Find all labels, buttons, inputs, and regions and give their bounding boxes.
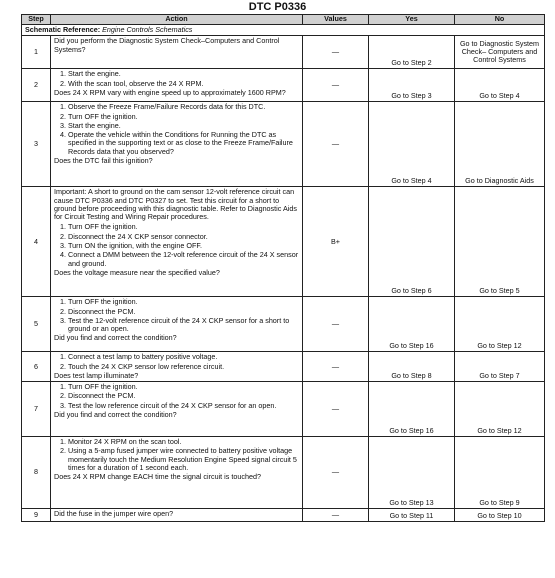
no-action-link[interactable]: Go to Diagnostic System Check– Computers and Control Systems bbox=[455, 36, 545, 69]
action-question: Does the voltage measure near the specified value? bbox=[54, 267, 220, 277]
action-steps bbox=[54, 70, 299, 88]
step-number: 6 bbox=[22, 352, 51, 382]
action-step-item: 3. Test the low reference circuit of the 24 X CKP sensor for an open. bbox=[68, 402, 299, 410]
action-step-item: 3. Start the engine. bbox=[68, 122, 299, 130]
table-row bbox=[22, 297, 545, 352]
table-row bbox=[22, 509, 545, 522]
action-question: Does test lamp illuminate? bbox=[54, 370, 139, 380]
no-action-link[interactable]: Go to Step 12 bbox=[455, 382, 545, 437]
header-step: Step bbox=[22, 15, 51, 25]
action-intro: Important: A short to ground on the cam sensor 12-volt reference circuit can cause DTC P0336 and DTC P0327 to set. Test this circuit for a short to ground before proceeding with this diagnostic table. Refer to Diagnostic Aids for Circuit Testing and Wiring Repair procedures. bbox=[54, 187, 297, 222]
step-number: 3 bbox=[22, 102, 51, 187]
values-cell: — bbox=[303, 509, 369, 522]
no-action-link[interactable]: Go to Step 4 bbox=[455, 69, 545, 102]
no-action-link[interactable]: Go to Step 9 bbox=[455, 437, 545, 509]
action-question: Did you find and correct the condition? bbox=[54, 333, 177, 343]
action-steps bbox=[54, 383, 299, 410]
action-step-item: 2. Using a 5-amp fused jumper wire connected to battery positive voltage momentarily touch the Medium Resolution Engine Speed signal circuit 5 times for a duration of 1 second each. bbox=[68, 447, 299, 472]
action-step-item: 2. Disconnect the 24 X CKP sensor connector. bbox=[68, 233, 299, 241]
action-step-item: 2. With the scan tool, observe the 24 X RPM. bbox=[68, 80, 299, 88]
header-action: Action bbox=[51, 15, 303, 25]
action-step-item: 4. Connect a DMM between the 12-volt reference circuit of the 24 X sensor and ground. bbox=[68, 251, 299, 268]
yes-action-link[interactable]: Go to Step 3 bbox=[369, 69, 455, 102]
schematic-reference bbox=[22, 25, 545, 36]
action-step-item: 1. Connect a test lamp to battery positive voltage. bbox=[68, 353, 299, 361]
diagnostic-table bbox=[21, 14, 545, 522]
no-action-link[interactable]: Go to Diagnostic Aids bbox=[455, 102, 545, 187]
action-step-item: 3. Test the 12-volt reference circuit of the 24 X CKP sensor for a short to ground or an open. bbox=[68, 317, 299, 334]
values-cell: B+ bbox=[303, 187, 369, 297]
yes-action-link[interactable]: Go to Step 8 bbox=[369, 352, 455, 382]
action-step-item: 1. Turn OFF the ignition. bbox=[68, 223, 299, 231]
step-number: 4 bbox=[22, 187, 51, 297]
action-cell bbox=[51, 69, 303, 102]
schematic-label: Schematic Reference: bbox=[25, 25, 101, 34]
values-cell: — bbox=[303, 297, 369, 352]
action-cell bbox=[51, 509, 303, 522]
table-row bbox=[22, 187, 545, 297]
action-question: Does the DTC fail this ignition? bbox=[54, 155, 153, 165]
table-row bbox=[22, 437, 545, 509]
action-steps bbox=[54, 103, 299, 156]
page-title: DTC P0336 bbox=[248, 1, 307, 13]
action-step-item: 2. Disconnect the PCM. bbox=[68, 308, 299, 316]
action-cell bbox=[51, 102, 303, 187]
action-cell bbox=[51, 352, 303, 382]
yes-action-link[interactable]: Go to Step 6 bbox=[369, 187, 455, 297]
values-cell: — bbox=[303, 437, 369, 509]
schematic-link[interactable]: Engine Controls Schematics bbox=[102, 25, 193, 34]
action-question: Did you find and correct the condition? bbox=[54, 409, 177, 419]
action-intro: Did you perform the Diagnostic System Check–Computers and Control Systems? bbox=[54, 36, 280, 54]
action-cell bbox=[51, 36, 303, 69]
action-step-item: 2. Disconnect the PCM. bbox=[68, 392, 299, 400]
table-row bbox=[22, 69, 545, 102]
values-cell: — bbox=[303, 36, 369, 69]
action-steps bbox=[54, 353, 299, 371]
action-steps bbox=[54, 223, 299, 267]
step-number: 9 bbox=[22, 509, 51, 522]
values-cell: — bbox=[303, 352, 369, 382]
header-yes: Yes bbox=[369, 15, 455, 25]
step-number: 8 bbox=[22, 437, 51, 509]
action-steps bbox=[54, 298, 299, 333]
action-step-item: 2. Turn OFF the ignition. bbox=[68, 113, 299, 121]
values-cell: — bbox=[303, 102, 369, 187]
action-step-item: 3. Turn ON the ignition, with the engine OFF. bbox=[68, 242, 299, 250]
table-row bbox=[22, 36, 545, 69]
step-number: 5 bbox=[22, 297, 51, 352]
action-step-item: 1. Turn OFF the ignition. bbox=[68, 383, 299, 391]
table-row bbox=[22, 102, 545, 187]
no-action-link[interactable]: Go to Step 12 bbox=[455, 297, 545, 352]
header-row bbox=[22, 15, 545, 25]
step-number: 7 bbox=[22, 382, 51, 437]
action-step-item: 2. Touch the 24 X CKP sensor low reference circuit. bbox=[68, 363, 299, 371]
action-cell bbox=[51, 297, 303, 352]
yes-action-link[interactable]: Go to Step 11 bbox=[369, 509, 455, 522]
yes-action-link[interactable]: Go to Step 4 bbox=[369, 102, 455, 187]
action-intro: Did the fuse in the jumper wire open? bbox=[54, 509, 174, 519]
step-number: 1 bbox=[22, 36, 51, 69]
action-question: Does 24 X RPM vary with engine speed up to approximately 1600 RPM? bbox=[54, 87, 286, 97]
step-number: 2 bbox=[22, 69, 51, 102]
no-action-link[interactable]: Go to Step 10 bbox=[455, 509, 545, 522]
yes-action-link[interactable]: Go to Step 16 bbox=[369, 297, 455, 352]
header-values: Values bbox=[303, 15, 369, 25]
yes-action-link[interactable]: Go to Step 16 bbox=[369, 382, 455, 437]
table-row bbox=[22, 352, 545, 382]
yes-action-link[interactable]: Go to Step 2 bbox=[369, 36, 455, 69]
header-no: No bbox=[455, 15, 545, 25]
values-cell: — bbox=[303, 69, 369, 102]
action-cell bbox=[51, 187, 303, 297]
no-action-link[interactable]: Go to Step 5 bbox=[455, 187, 545, 297]
table-row bbox=[22, 382, 545, 437]
action-step-item: 1. Start the engine. bbox=[68, 70, 299, 78]
action-cell bbox=[51, 382, 303, 437]
no-action-link[interactable]: Go to Step 7 bbox=[455, 352, 545, 382]
action-step-item: 1. Observe the Freeze Frame/Failure Records data for this DTC. bbox=[68, 103, 299, 111]
action-question: Does 24 X RPM change EACH time the signal circuit is touched? bbox=[54, 472, 261, 482]
action-step-item: 4. Operate the vehicle within the Conditions for Running the DTC as specified in the supporting text or as close to the Freeze Frame/Failure Records data that you observed? bbox=[68, 131, 299, 156]
action-step-item: 1. Monitor 24 X RPM on the scan tool. bbox=[68, 438, 299, 446]
action-step-item: 1. Turn OFF the ignition. bbox=[68, 298, 299, 306]
action-steps bbox=[54, 438, 299, 472]
action-cell bbox=[51, 437, 303, 509]
values-cell: — bbox=[303, 382, 369, 437]
yes-action-link[interactable]: Go to Step 13 bbox=[369, 437, 455, 509]
schematic-row bbox=[22, 25, 545, 36]
